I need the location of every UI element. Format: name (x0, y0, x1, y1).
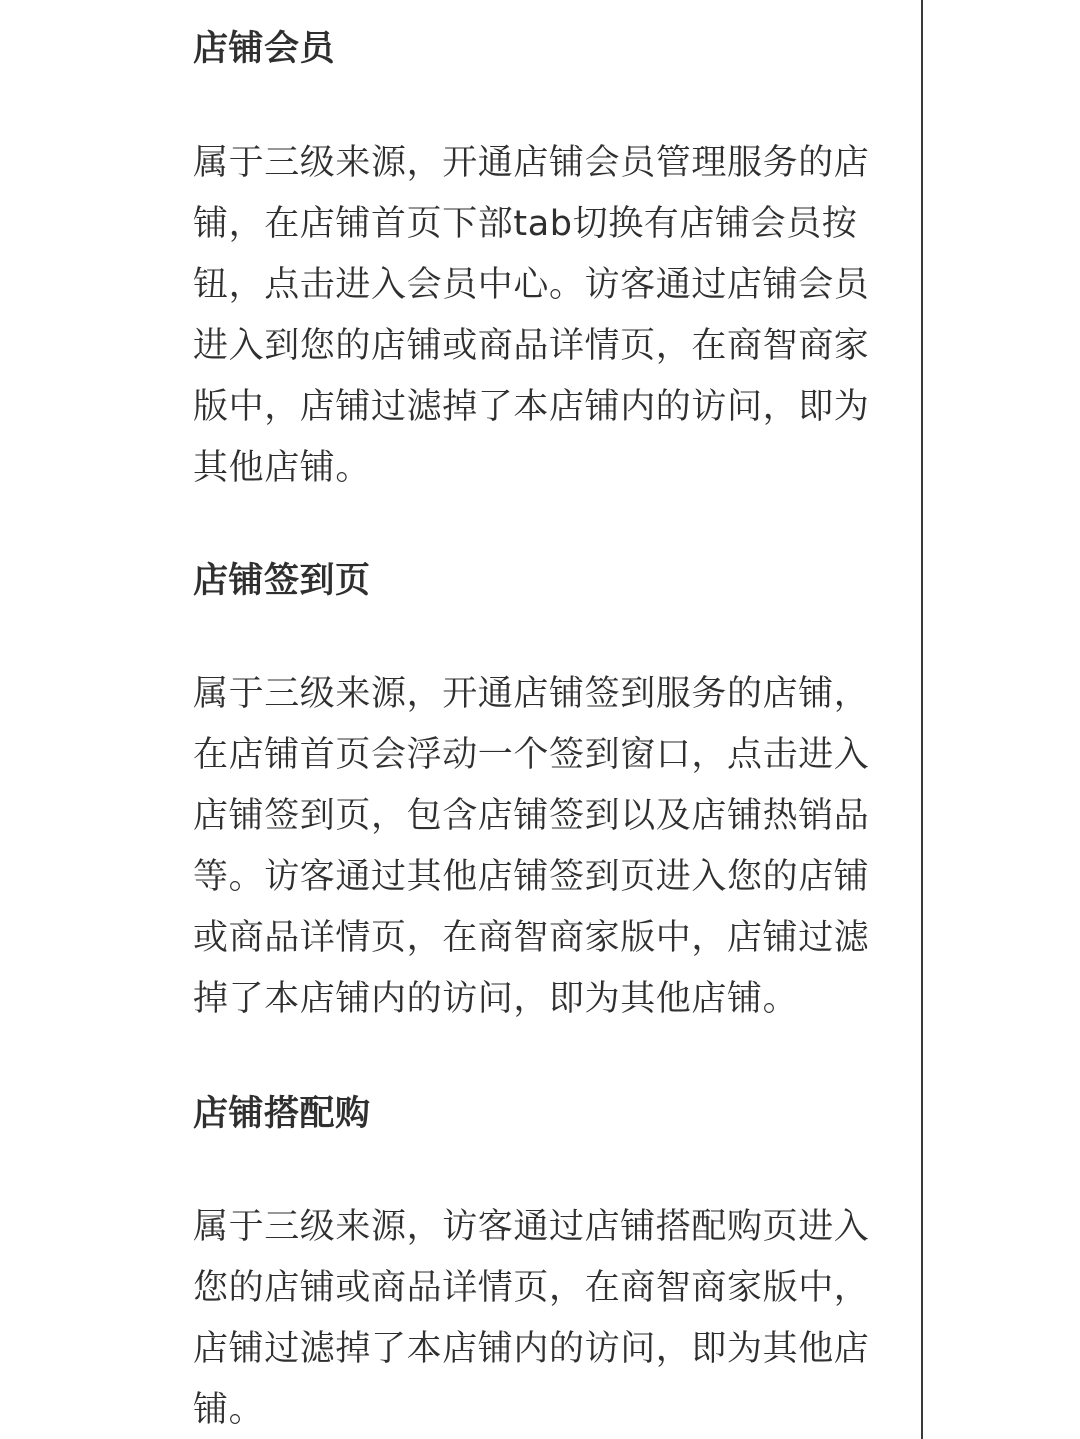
section-body-store-bundle: 属于三级来源，访客通过店铺搭配购页进入您的店铺或商品详情页，在商智商家版中，店铺过滤掉了本店铺内的访问，即为其他店铺。 (193, 1207, 870, 1430)
section-title-store-membership: 店铺会员 (193, 29, 336, 69)
section-title-store-bundle: 店铺搭配购 (193, 1094, 371, 1134)
section-body-store-checkin: 属于三级来源，开通店铺签到服务的店铺，在店铺首页会浮动一个签到窗口，点击进入店铺签到页，包含店铺签到以及店铺热销品等。访客通过其他店铺签到页进入您的店铺或商品详情页，在商智商家版中，店铺过滤掉了本店铺内的访问，即为其他店铺。 (193, 674, 870, 1019)
right-divider (921, 0, 923, 1439)
section-body-store-membership: 属于三级来源，开通店铺会员管理服务的店铺，在店铺首页下部tab切换有店铺会员按钮，点击进入会员中心。访客通过店铺会员进入到您的店铺或商品详情页，在商智商家版中，店铺过滤掉了本店铺内的访问，即为其他店铺。 (193, 143, 870, 488)
section-title-store-checkin: 店铺签到页 (193, 561, 371, 601)
